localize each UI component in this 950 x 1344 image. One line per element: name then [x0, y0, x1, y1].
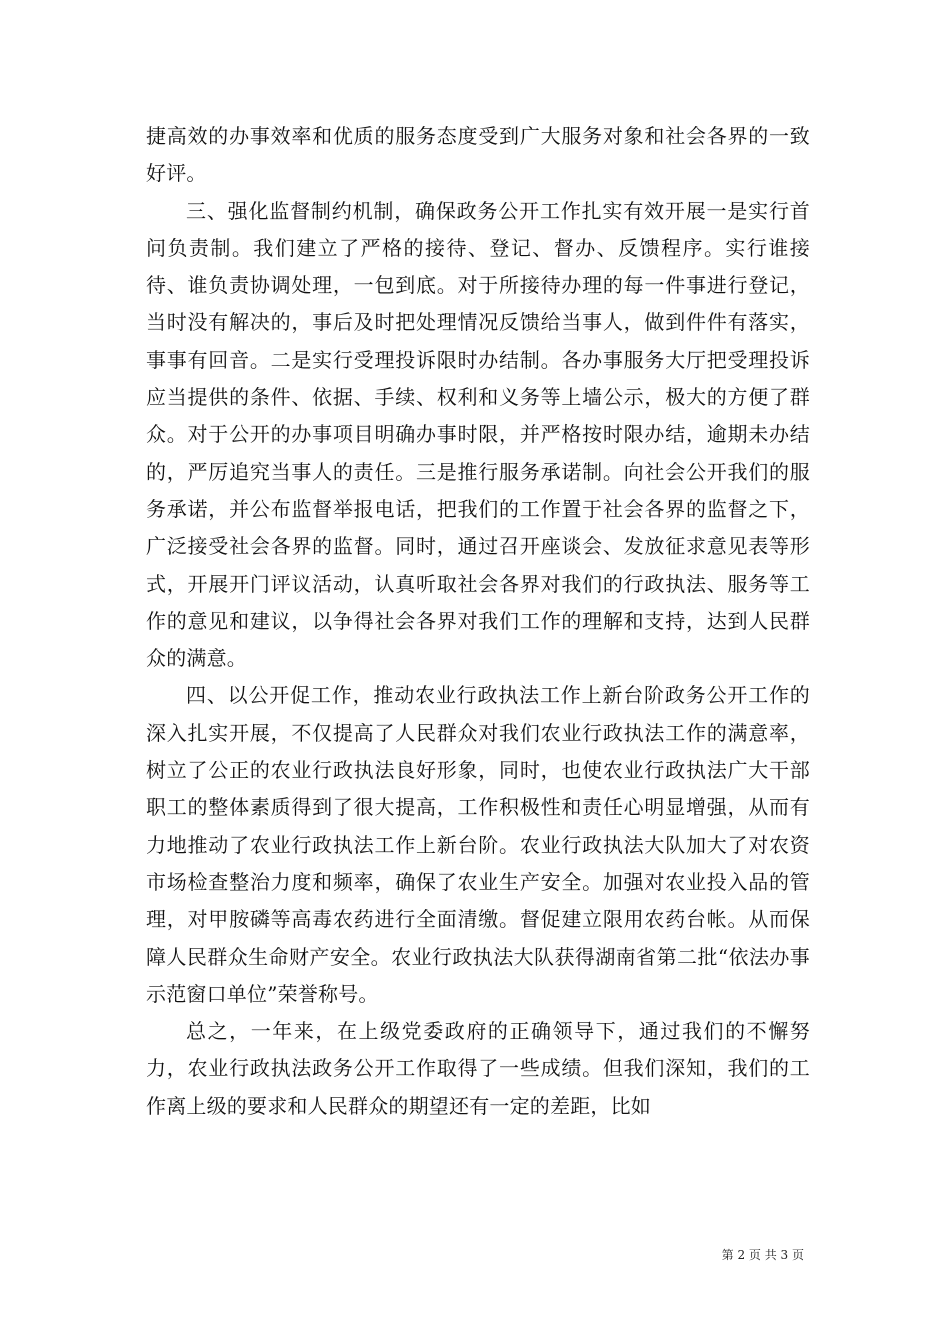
- paragraph-4: 总之，一年来，在上级党委政府的正确领导下，通过我们的不懈努力，农业行政执法政务公开工作取得了一些成绩。但我们深知，我们的工作离上级的要求和人民群众的期望还有一定的差距，比如: [146, 1019, 810, 1118]
- paragraph-3: 四、以公开促工作，推动农业行政执法工作上新台阶政务公开工作的深入扎实开展，不仅提高了人民群众对我们农业行政执法工作的满意率，树立了公正的农业行政执法良好形象，同时，也使农业行政执法广大干部职工的整体素质得到了很大提高，工作积极性和责任心明显增强，从而有力地推动了农业行政执法工作上新台阶。农业行政执法大队加大了对农资市场检查整治力度和频率，确保了农业生产安全。加强对农业投入品的管理，对甲胺磷等高毒农药进行全面清缴。督促建立限用农药台帐。从而保障人民群众生命财产安全。农业行政执法大队获得湖南省第二批“依法办事示范窗口单位”荣誉称号。: [146, 683, 810, 1006]
- paragraph-1: 捷高效的办事效率和优质的服务态度受到广大服务对象和社会各界的一致好评。: [146, 124, 810, 186]
- page-number-footer: 第 2 页 共 3 页: [721, 1248, 804, 1262]
- paragraph-2: 三、强化监督制约机制，确保政务公开工作扎实有效开展一是实行首问负责制。我们建立了严格的接待、登记、督办、反馈程序。实行谁接待、谁负责协调处理，一包到底。对于所接待办理的每一件事进行登记，当时没有解决的，事后及时把处理情况反馈给当事人，做到件件有落实，事事有回音。二是实行受理投诉限时办结制。各办事服务大厅把受理投诉应当提供的条件、依据、手续、权利和义务等上墙公示，极大的方便了群众。对于公开的办事项目明确办事时限，并严格按时限办结，逾期未办结的，严厉追究当事人的责任。三是推行服务承诺制。向社会公开我们的服务承诺，并公布监督举报电话，把我们的工作置于社会各界的监督之下，广泛接受社会各界的监督。同时，通过召开座谈会、发放征求意见表等形式，开展开门评议活动，认真听取社会各界对我们的行政执法、服务等工作的意见和建议，以争得社会各界对我们工作的理解和支持，达到人民群众的满意。: [146, 198, 810, 671]
- document-body: [146, 118, 810, 1125]
